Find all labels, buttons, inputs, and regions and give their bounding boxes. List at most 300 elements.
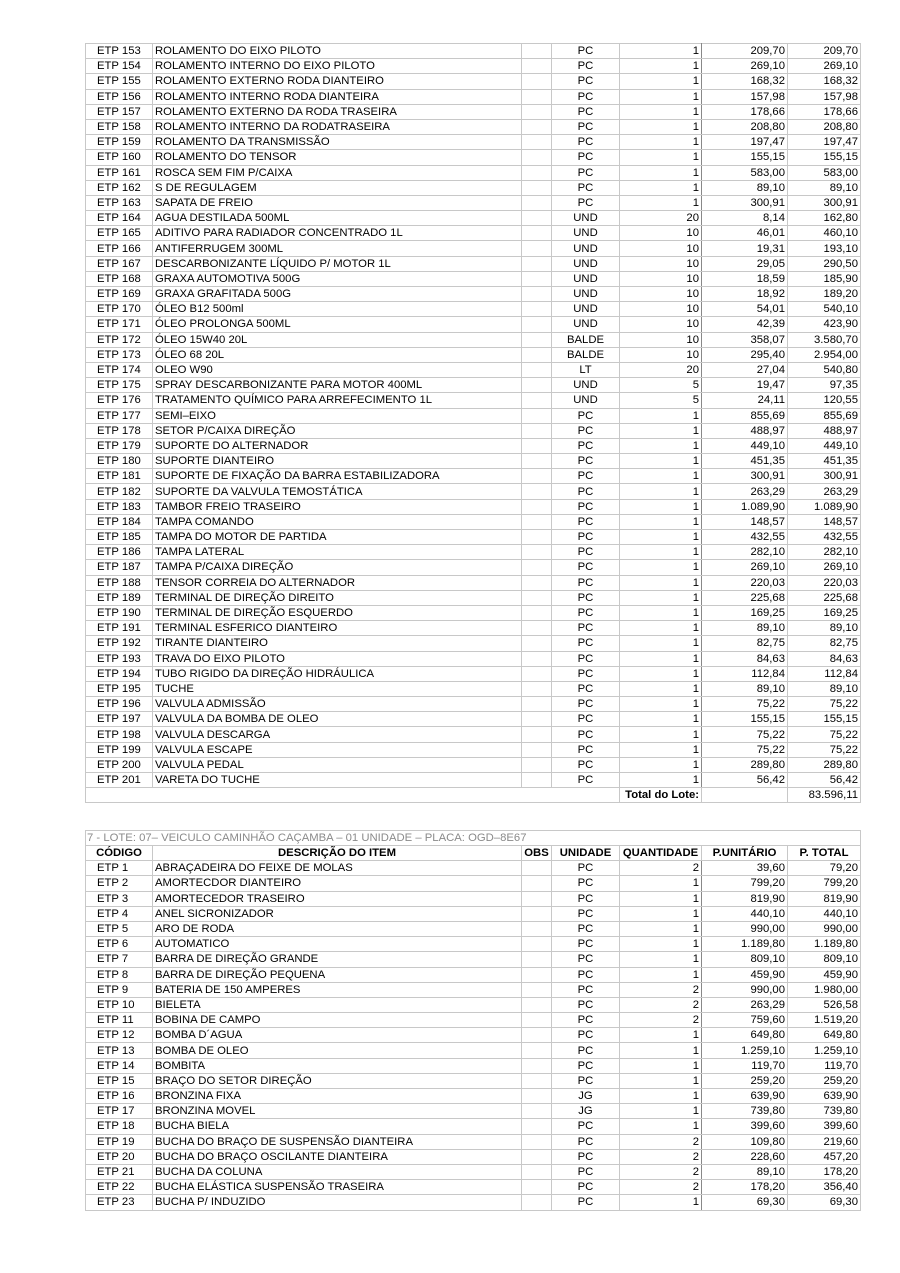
item-obs: [522, 287, 552, 302]
item-total: 193,10: [788, 241, 861, 256]
item-unit: PC: [552, 1180, 620, 1195]
item-unit-price: 155,15: [702, 712, 788, 727]
item-description: BOMBA D´AGUA: [153, 1028, 522, 1043]
item-obs: [522, 891, 552, 906]
item-unit-price: 649,80: [702, 1028, 788, 1043]
item-unit: PC: [552, 891, 620, 906]
item-code: ETP 173: [86, 347, 153, 362]
item-unit-price: 178,20: [702, 1180, 788, 1195]
item-quantity: 1: [620, 560, 702, 575]
item-quantity: 1: [620, 651, 702, 666]
item-unit-price: 583,00: [702, 165, 788, 180]
item-code: ETP 187: [86, 560, 153, 575]
item-code: ETP 196: [86, 697, 153, 712]
item-unit: PC: [552, 195, 620, 210]
total-blank-cell: [702, 788, 788, 803]
item-unit: PC: [552, 952, 620, 967]
item-description: SUPORTE DIANTEIRO: [153, 454, 522, 469]
item-quantity: 20: [620, 362, 702, 377]
item-code: ETP 176: [86, 393, 153, 408]
item-description: VALVULA DESCARGA: [153, 727, 522, 742]
item-unit: PC: [552, 454, 620, 469]
item-total: 112,84: [788, 666, 861, 681]
table-row: [86, 499, 861, 514]
table-row: [86, 952, 861, 967]
item-unit-price: 819,90: [702, 891, 788, 906]
item-quantity: 1: [620, 104, 702, 119]
item-unit-price: 289,80: [702, 757, 788, 772]
item-quantity: 2: [620, 861, 702, 876]
item-description: BUCHA DO BRAÇO OSCILANTE DIANTEIRA: [153, 1149, 522, 1164]
item-quantity: 2: [620, 1180, 702, 1195]
item-unit-price: 119,70: [702, 1058, 788, 1073]
item-description: SUPORTE DA VALVULA TEMOSTÁTICA: [153, 484, 522, 499]
item-unit-price: 263,29: [702, 997, 788, 1012]
item-unit: PC: [552, 681, 620, 696]
item-description: ROLAMENTO INTERNO RODA DIANTEIRA: [153, 89, 522, 104]
item-obs: [522, 408, 552, 423]
item-description: AMORTECDOR DIANTEIRO: [153, 876, 522, 891]
table-row: [86, 195, 861, 210]
item-description: TERMINAL DE DIREÇÃO ESQUERDO: [153, 605, 522, 620]
table-row: [86, 514, 861, 529]
item-obs: [522, 1149, 552, 1164]
item-code: ETP 191: [86, 621, 153, 636]
item-total: 82,75: [788, 636, 861, 651]
item-description: BUCHA DA COLUNA: [153, 1164, 522, 1179]
item-description: ANEL SICRONIZADOR: [153, 906, 522, 921]
item-unit: PC: [552, 876, 620, 891]
item-total: 457,20: [788, 1149, 861, 1164]
item-unit: PC: [552, 560, 620, 575]
table-row: [86, 150, 861, 165]
item-description: TAMPA COMANDO: [153, 514, 522, 529]
item-unit-price: 75,22: [702, 697, 788, 712]
item-obs: [522, 1013, 552, 1028]
item-unit: PC: [552, 1073, 620, 1088]
item-obs: [522, 438, 552, 453]
item-code: ETP 23: [86, 1195, 153, 1210]
item-quantity: 1: [620, 742, 702, 757]
item-obs: [522, 727, 552, 742]
item-unit: PC: [552, 1058, 620, 1073]
item-quantity: 10: [620, 302, 702, 317]
item-obs: [522, 469, 552, 484]
item-description: TUCHE: [153, 681, 522, 696]
item-unit-price: 451,35: [702, 454, 788, 469]
item-quantity: 1: [620, 89, 702, 104]
table-header-row: [86, 846, 861, 861]
item-unit-price: 269,10: [702, 560, 788, 575]
item-obs: [522, 150, 552, 165]
item-quantity: 1: [620, 135, 702, 150]
item-obs: [522, 393, 552, 408]
item-code: ETP 199: [86, 742, 153, 757]
item-unit-price: 112,84: [702, 666, 788, 681]
item-description: TRATAMENTO QUÍMICO PARA ARREFECIMENTO 1L: [153, 393, 522, 408]
item-code: ETP 165: [86, 226, 153, 241]
item-unit-price: 282,10: [702, 545, 788, 560]
item-quantity: 1: [620, 423, 702, 438]
item-total: 189,20: [788, 287, 861, 302]
item-code: ETP 168: [86, 271, 153, 286]
item-obs: [522, 575, 552, 590]
table-row: [86, 921, 861, 936]
item-code: ETP 182: [86, 484, 153, 499]
item-quantity: 1: [620, 74, 702, 89]
item-quantity: 1: [620, 514, 702, 529]
item-quantity: 1: [620, 605, 702, 620]
item-description: SAPATA DE FREIO: [153, 195, 522, 210]
item-unit-price: 27,04: [702, 362, 788, 377]
item-code: ETP 159: [86, 135, 153, 150]
item-obs: [522, 560, 552, 575]
item-quantity: 1: [620, 44, 702, 59]
table-row: [86, 937, 861, 952]
table-row: [86, 104, 861, 119]
item-description: TUBO RIGIDO DA DIREÇÃO HIDRÁULICA: [153, 666, 522, 681]
item-unit: PC: [552, 180, 620, 195]
item-description: TAMPA DO MOTOR DE PARTIDA: [153, 530, 522, 545]
item-obs: [522, 921, 552, 936]
item-description: TAMPA P/CAIXA DIREÇÃO: [153, 560, 522, 575]
header-desc: DESCRIÇÃO DO ITEM: [153, 846, 522, 861]
item-description: BUCHA ELÁSTICA SUSPENSÃO TRASEIRA: [153, 1180, 522, 1195]
table-row: [86, 560, 861, 575]
item-description: ANTIFERRUGEM 300ML: [153, 241, 522, 256]
item-obs: [522, 347, 552, 362]
item-unit-price: 295,40: [702, 347, 788, 362]
item-unit-price: 449,10: [702, 438, 788, 453]
item-unit-price: 8,14: [702, 211, 788, 226]
item-unit: PC: [552, 1043, 620, 1058]
item-code: ETP 178: [86, 423, 153, 438]
item-quantity: 1: [620, 119, 702, 134]
item-unit-price: 990,00: [702, 982, 788, 997]
item-total: 225,68: [788, 590, 861, 605]
item-total: 540,10: [788, 302, 861, 317]
item-code: ETP 175: [86, 378, 153, 393]
item-unit: PC: [552, 1119, 620, 1134]
item-obs: [522, 712, 552, 727]
table-row: [86, 757, 861, 772]
item-total: 185,90: [788, 271, 861, 286]
item-total: 197,47: [788, 135, 861, 150]
item-unit: PC: [552, 742, 620, 757]
item-unit: PC: [552, 484, 620, 499]
item-unit-price: 228,60: [702, 1149, 788, 1164]
item-quantity: 1: [620, 773, 702, 788]
item-quantity: 1: [620, 666, 702, 681]
item-unit-price: 69,30: [702, 1195, 788, 1210]
header-total: P. TOTAL: [788, 846, 861, 861]
item-total: 263,29: [788, 484, 861, 499]
header-obs: OBS: [522, 846, 552, 861]
item-description: TERMINAL ESFERICO DIANTEIRO: [153, 621, 522, 636]
lote-title: 7 - LOTE: 07– VEICULO CAMINHÃO CAÇAMBA – 01 UNIDADE – PLACA: OGD–8E67: [85, 830, 861, 845]
item-unit: PC: [552, 408, 620, 423]
item-total: 809,10: [788, 952, 861, 967]
item-unit-price: 169,25: [702, 605, 788, 620]
item-unit-price: 89,10: [702, 180, 788, 195]
table-row: [86, 44, 861, 59]
item-code: ETP 171: [86, 317, 153, 332]
item-total: 155,15: [788, 712, 861, 727]
item-description: SEMI–EIXO: [153, 408, 522, 423]
item-unit-price: 225,68: [702, 590, 788, 605]
item-unit-price: 855,69: [702, 408, 788, 423]
item-code: ETP 18: [86, 1119, 153, 1134]
item-obs: [522, 44, 552, 59]
table-row: [86, 876, 861, 891]
item-code: ETP 154: [86, 59, 153, 74]
item-unit: PC: [552, 150, 620, 165]
item-description: VARETA DO TUCHE: [153, 773, 522, 788]
item-unit-price: 84,63: [702, 651, 788, 666]
item-description: TERMINAL DE DIREÇÃO DIREITO: [153, 590, 522, 605]
table-row: [86, 454, 861, 469]
item-unit: PC: [552, 44, 620, 59]
item-obs: [522, 211, 552, 226]
item-obs: [522, 317, 552, 332]
item-obs: [522, 997, 552, 1012]
item-total: 89,10: [788, 621, 861, 636]
item-obs: [522, 499, 552, 514]
item-obs: [522, 362, 552, 377]
item-total: 526,58: [788, 997, 861, 1012]
item-code: ETP 11: [86, 1013, 153, 1028]
table-row: [86, 712, 861, 727]
item-total: 432,55: [788, 530, 861, 545]
table-row: [86, 438, 861, 453]
item-description: AUTOMATICO: [153, 937, 522, 952]
item-description: BUCHA P/ INDUZIDO: [153, 1195, 522, 1210]
item-code: ETP 160: [86, 150, 153, 165]
item-total: 460,10: [788, 226, 861, 241]
table-row: [86, 347, 861, 362]
item-unit: PC: [552, 605, 620, 620]
item-unit: PC: [552, 590, 620, 605]
item-code: ETP 156: [86, 89, 153, 104]
table-row: [86, 302, 861, 317]
item-code: ETP 179: [86, 438, 153, 453]
item-quantity: 1: [620, 59, 702, 74]
item-obs: [522, 590, 552, 605]
table-row: [86, 742, 861, 757]
table-row: [86, 484, 861, 499]
item-code: ETP 6: [86, 937, 153, 952]
item-quantity: 1: [620, 906, 702, 921]
item-description: SUPORTE DE FIXAÇÃO DA BARRA ESTABILIZADORA: [153, 469, 522, 484]
total-label: Total do Lote:: [620, 788, 702, 803]
item-description: BATERIA DE 150 AMPERES: [153, 982, 522, 997]
item-quantity: 2: [620, 997, 702, 1012]
item-code: ETP 5: [86, 921, 153, 936]
item-description: ARO DE RODA: [153, 921, 522, 936]
item-quantity: 2: [620, 1149, 702, 1164]
item-code: ETP 155: [86, 74, 153, 89]
item-description: VALVULA PEDAL: [153, 757, 522, 772]
item-unit-price: 75,22: [702, 742, 788, 757]
item-unit: UND: [552, 271, 620, 286]
table-row: [86, 226, 861, 241]
item-obs: [522, 241, 552, 256]
item-unit: JG: [552, 1104, 620, 1119]
item-code: ETP 19: [86, 1134, 153, 1149]
table-row: [86, 271, 861, 286]
item-unit: LT: [552, 362, 620, 377]
item-unit: PC: [552, 530, 620, 545]
item-unit-price: 155,15: [702, 150, 788, 165]
item-quantity: 2: [620, 1134, 702, 1149]
item-total: 1.259,10: [788, 1043, 861, 1058]
table-row: [86, 1195, 861, 1210]
item-description: GRAXA AUTOMOTIVA 500G: [153, 271, 522, 286]
table-row: [86, 1089, 861, 1104]
item-unit-price: 157,98: [702, 89, 788, 104]
item-obs: [522, 1180, 552, 1195]
item-description: BIELETA: [153, 997, 522, 1012]
item-unit-price: 1.089,90: [702, 499, 788, 514]
item-unit-price: 440,10: [702, 906, 788, 921]
item-description: SUPORTE DO ALTERNADOR: [153, 438, 522, 453]
item-code: ETP 8: [86, 967, 153, 982]
item-obs: [522, 545, 552, 560]
table-row: [86, 773, 861, 788]
table-row: [86, 59, 861, 74]
item-total: 290,50: [788, 256, 861, 271]
item-total: 219,60: [788, 1134, 861, 1149]
item-unit-price: 18,59: [702, 271, 788, 286]
item-code: ETP 166: [86, 241, 153, 256]
item-unit-price: 56,42: [702, 773, 788, 788]
table-row: [86, 982, 861, 997]
item-unit-price: 89,10: [702, 1164, 788, 1179]
item-quantity: 1: [620, 180, 702, 195]
item-obs: [522, 1058, 552, 1073]
item-code: ETP 21: [86, 1164, 153, 1179]
item-unit: PC: [552, 1028, 620, 1043]
item-total: 300,91: [788, 195, 861, 210]
table-row: [86, 119, 861, 134]
item-total: 119,70: [788, 1058, 861, 1073]
item-description: ROLAMENTO DO EIXO PILOTO: [153, 44, 522, 59]
item-total: 97,35: [788, 378, 861, 393]
item-unit-price: 259,20: [702, 1073, 788, 1088]
item-total: 440,10: [788, 906, 861, 921]
item-code: ETP 162: [86, 180, 153, 195]
lote-total-row: [86, 788, 861, 803]
item-obs: [522, 332, 552, 347]
item-unit: PC: [552, 773, 620, 788]
item-total: 148,57: [788, 514, 861, 529]
items-table-lote7-body: [86, 861, 861, 1210]
item-description: SPRAY DESCARBONIZANTE PARA MOTOR 400ML: [153, 378, 522, 393]
table-row: [86, 1013, 861, 1028]
table-row: [86, 469, 861, 484]
item-unit-price: 24,11: [702, 393, 788, 408]
item-code: ETP 12: [86, 1028, 153, 1043]
item-description: ROLAMENTO EXTERNO RODA DIANTEIRO: [153, 74, 522, 89]
item-obs: [522, 180, 552, 195]
item-obs: [522, 861, 552, 876]
item-description: ÓLEO PROLONGA 500ML: [153, 317, 522, 332]
item-obs: [522, 876, 552, 891]
item-quantity: 1: [620, 454, 702, 469]
item-code: ETP 158: [86, 119, 153, 134]
item-obs: [522, 195, 552, 210]
item-unit: PC: [552, 712, 620, 727]
item-code: ETP 197: [86, 712, 153, 727]
item-code: ETP 198: [86, 727, 153, 742]
item-code: ETP 169: [86, 287, 153, 302]
item-code: ETP 188: [86, 575, 153, 590]
item-description: DESCARBONIZANTE LÍQUIDO P/ MOTOR 1L: [153, 256, 522, 271]
item-obs: [522, 697, 552, 712]
item-total: 451,35: [788, 454, 861, 469]
item-obs: [522, 514, 552, 529]
item-total: 269,10: [788, 560, 861, 575]
item-description: BARRA DE DIREÇÃO GRANDE: [153, 952, 522, 967]
item-description: BOMBA DE OLEO: [153, 1043, 522, 1058]
item-description: SETOR P/CAIXA DIREÇÃO: [153, 423, 522, 438]
item-unit-price: 46,01: [702, 226, 788, 241]
item-unit-price: 29,05: [702, 256, 788, 271]
item-obs: [522, 530, 552, 545]
item-unit: PC: [552, 967, 620, 982]
item-code: ETP 16: [86, 1089, 153, 1104]
item-obs: [522, 454, 552, 469]
item-obs: [522, 271, 552, 286]
table-row: [86, 530, 861, 545]
item-total: 990,00: [788, 921, 861, 936]
table-row: [86, 256, 861, 271]
item-total: 300,91: [788, 469, 861, 484]
item-total: 356,40: [788, 1180, 861, 1195]
item-unit: PC: [552, 906, 620, 921]
item-unit: PC: [552, 74, 620, 89]
item-code: ETP 177: [86, 408, 153, 423]
item-unit-price: 89,10: [702, 681, 788, 696]
table-row: [86, 545, 861, 560]
item-total: 1.189,80: [788, 937, 861, 952]
item-total: 89,10: [788, 681, 861, 696]
item-unit: PC: [552, 861, 620, 876]
item-total: 56,42: [788, 773, 861, 788]
item-total: 168,32: [788, 74, 861, 89]
item-obs: [522, 742, 552, 757]
item-obs: [522, 1134, 552, 1149]
item-unit: PC: [552, 423, 620, 438]
item-total: 423,90: [788, 317, 861, 332]
item-description: ÓLEO 15W40 20L: [153, 332, 522, 347]
item-quantity: 2: [620, 1164, 702, 1179]
item-code: ETP 184: [86, 514, 153, 529]
item-unit-price: 739,80: [702, 1104, 788, 1119]
item-total: 449,10: [788, 438, 861, 453]
item-unit-price: 109,80: [702, 1134, 788, 1149]
item-quantity: 1: [620, 876, 702, 891]
item-description: ROLAMENTO DO TENSOR: [153, 150, 522, 165]
item-obs: [522, 681, 552, 696]
item-unit: PC: [552, 135, 620, 150]
item-unit-price: 399,60: [702, 1119, 788, 1134]
item-description: ROLAMENTO INTERNO DO EIXO PILOTO: [153, 59, 522, 74]
item-total: 819,90: [788, 891, 861, 906]
table-row: [86, 1180, 861, 1195]
table-row: [86, 1058, 861, 1073]
item-unit-price: 990,00: [702, 921, 788, 936]
